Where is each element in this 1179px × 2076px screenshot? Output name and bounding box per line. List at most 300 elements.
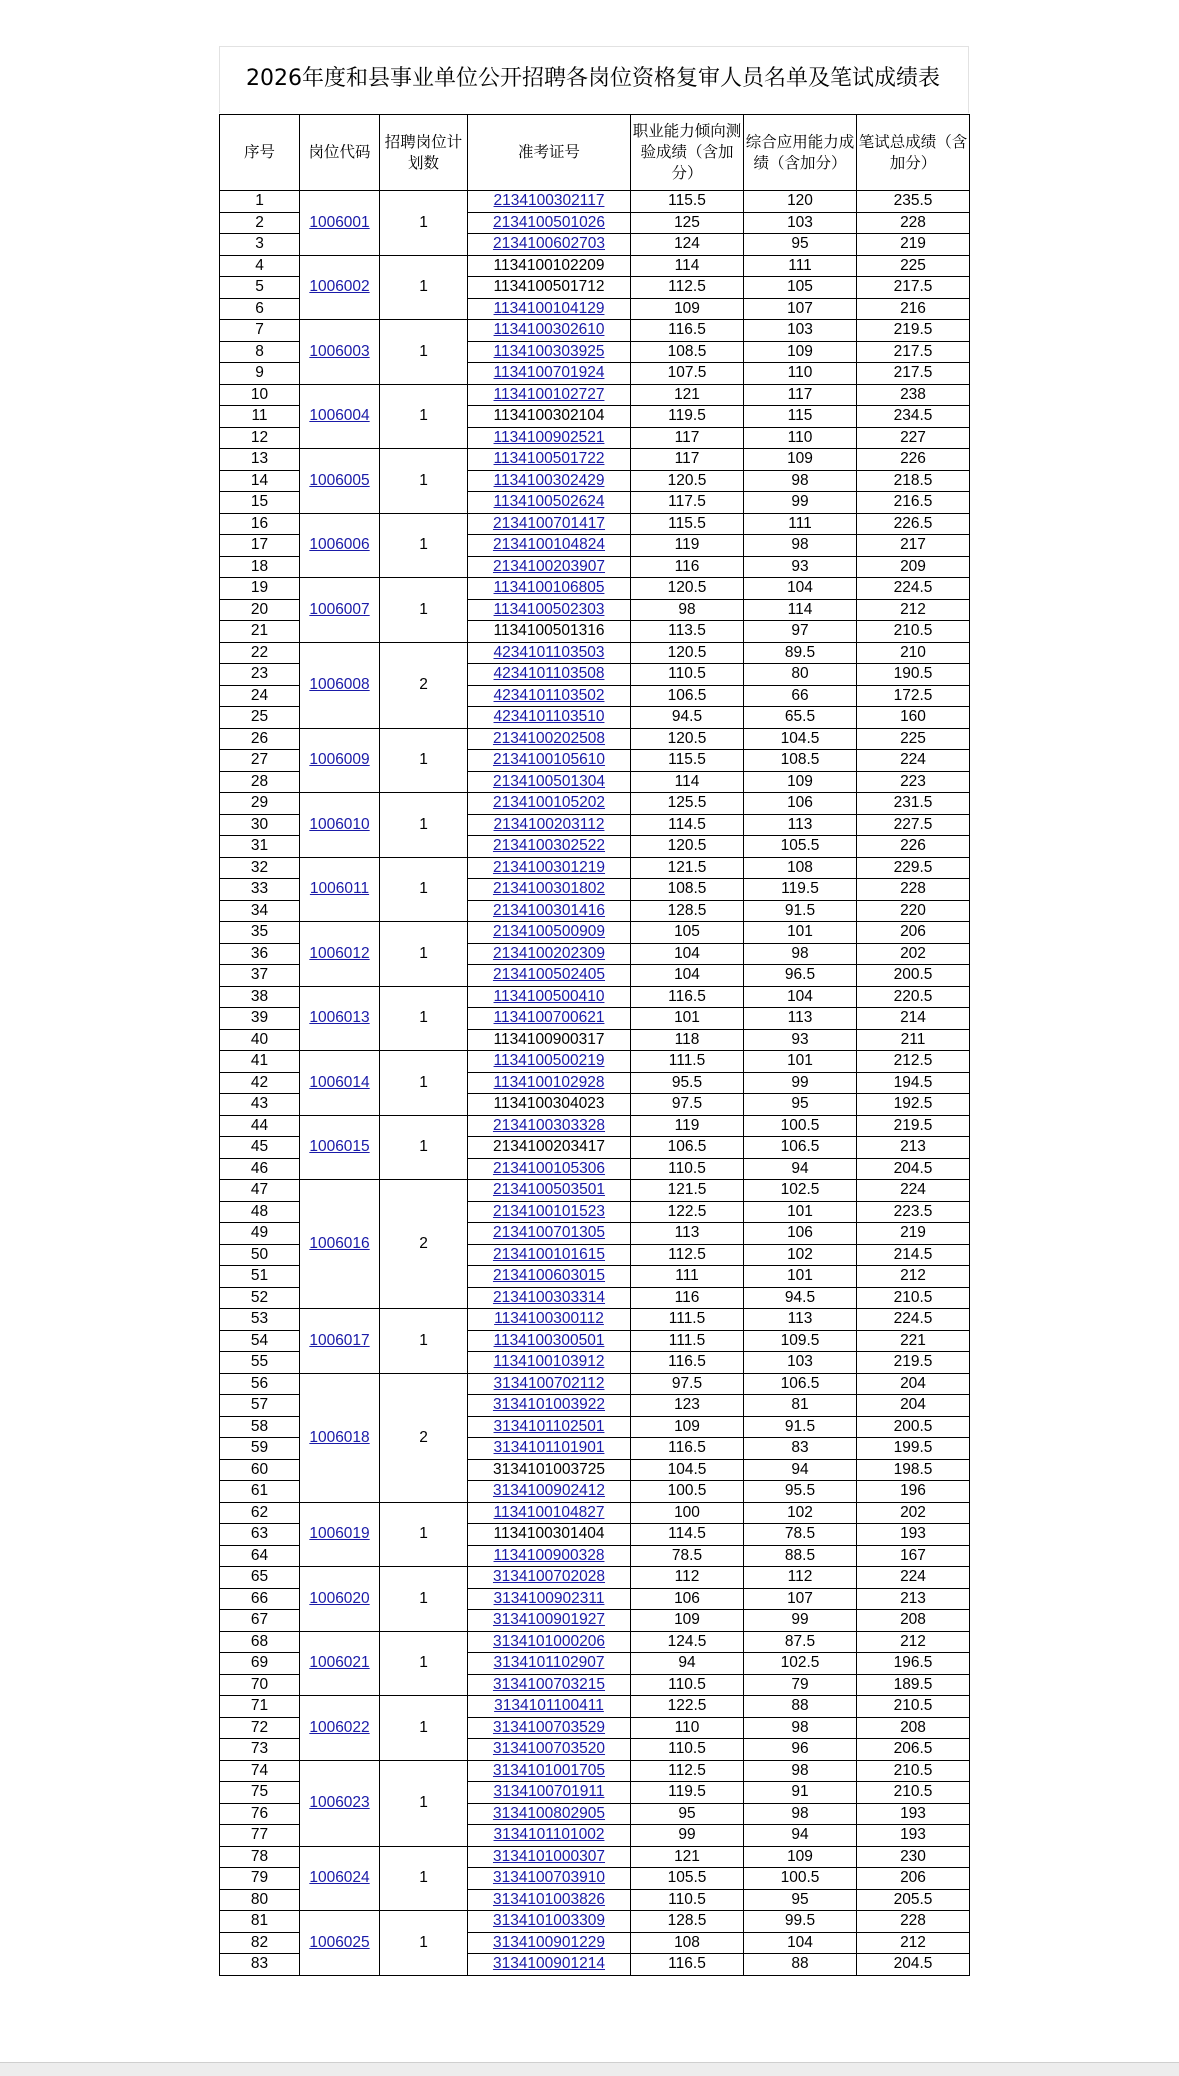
exam-id-cell <box>468 1567 631 1589</box>
exam-id-cell <box>468 1330 631 1352</box>
header-exam-id: 准考证号 <box>468 115 631 191</box>
total-score-cell: 229.5 <box>857 857 970 879</box>
exam-id-link[interactable]: 3134101003826 <box>492 1890 606 1908</box>
exam-id-cell <box>468 1502 631 1524</box>
applied-score-cell: 106.5 <box>744 1137 857 1159</box>
exam-id-link[interactable]: 3134100701911 <box>493 1783 605 1801</box>
exam-id-link[interactable]: 2134100202508 <box>492 729 606 747</box>
aptitude-score-cell: 121.5 <box>631 857 744 879</box>
aptitude-score-cell: 97.5 <box>631 1373 744 1395</box>
applied-score-cell: 104 <box>744 986 857 1008</box>
exam-id-cell <box>468 1201 631 1223</box>
table-row <box>220 449 970 471</box>
seq-cell: 4 <box>220 255 300 277</box>
applied-score-cell: 111 <box>744 255 857 277</box>
position-code-cell <box>300 1502 380 1567</box>
exam-id-link[interactable]: 2134100501304 <box>492 772 606 790</box>
seq-cell: 13 <box>220 449 300 471</box>
aptitude-score-cell: 119.5 <box>631 406 744 428</box>
aptitude-score-cell: 112.5 <box>631 277 744 299</box>
seq-cell: 8 <box>220 341 300 363</box>
applied-score-cell: 78.5 <box>744 1524 857 1546</box>
exam-id-link[interactable]: 2134100303314 <box>492 1288 606 1306</box>
applied-score-cell: 106 <box>744 1223 857 1245</box>
applied-score-cell: 94 <box>744 1158 857 1180</box>
exam-id-link[interactable]: 3134100901229 <box>492 1933 606 1951</box>
exam-id-link[interactable]: 2134100101523 <box>492 1202 606 1220</box>
seq-cell: 27 <box>220 750 300 772</box>
position-code-cell <box>300 191 380 256</box>
position-code-link[interactable]: 1006008 <box>309 676 370 693</box>
seq-cell: 26 <box>220 728 300 750</box>
exam-id-link[interactable]: 2134100104824 <box>492 536 606 554</box>
total-score-cell: 205.5 <box>857 1889 970 1911</box>
seq-cell: 57 <box>220 1395 300 1417</box>
exam-id-link[interactable]: 3134100703520 <box>492 1740 606 1758</box>
seq-cell: 34 <box>220 900 300 922</box>
exam-id-link[interactable]: 3134100802905 <box>492 1804 606 1822</box>
exam-id-link[interactable]: 3134101003922 <box>492 1396 606 1414</box>
position-code-cell <box>300 642 380 728</box>
exam-id-cell <box>468 1524 631 1546</box>
exam-id-link[interactable]: 3134101102907 <box>493 1654 605 1672</box>
applied-score-cell: 109 <box>744 341 857 363</box>
applied-score-cell: 109 <box>744 449 857 471</box>
exam-id-cell <box>468 1868 631 1890</box>
position-code-cell <box>300 793 380 858</box>
exam-id-link[interactable]: 2134100105306 <box>492 1159 606 1177</box>
applied-score-cell: 101 <box>744 1201 857 1223</box>
exam-id-link[interactable]: 1134100102727 <box>493 385 605 403</box>
aptitude-score-cell: 108 <box>631 1932 744 1954</box>
plan-count-cell: 1 <box>380 1115 468 1180</box>
score-table <box>219 114 970 1976</box>
exam-id-cell <box>468 1051 631 1073</box>
aptitude-score-cell: 110.5 <box>631 1889 744 1911</box>
total-score-cell: 214 <box>857 1008 970 1030</box>
exam-id-cell <box>468 664 631 686</box>
plan-count-cell: 1 <box>380 986 468 1051</box>
total-score-cell: 235.5 <box>857 191 970 213</box>
aptitude-score-cell: 106.5 <box>631 685 744 707</box>
table-row <box>220 1696 970 1718</box>
exam-id-cell <box>468 943 631 965</box>
total-score-cell: 217.5 <box>857 341 970 363</box>
exam-id-cell <box>468 965 631 987</box>
aptitude-score-cell: 116.5 <box>631 986 744 1008</box>
exam-id-link[interactable]: 1134100103912 <box>493 1353 605 1371</box>
position-code-link[interactable]: 1006020 <box>309 1589 370 1607</box>
exam-id-cell <box>468 857 631 879</box>
total-score-cell: 194.5 <box>857 1072 970 1094</box>
seq-cell: 61 <box>220 1481 300 1503</box>
header-aptitude-score: 职业能力倾向测验成绩（含加分） <box>631 115 744 191</box>
exam-id-link[interactable]: 1134100502303 <box>493 600 605 618</box>
exam-id-link[interactable]: 1134100500410 <box>493 987 605 1005</box>
exam-id-link[interactable]: 1134100303925 <box>493 342 605 360</box>
exam-id-link[interactable]: 2134100500909 <box>492 923 606 941</box>
aptitude-score-cell: 124.5 <box>631 1631 744 1653</box>
exam-id-cell <box>468 212 631 234</box>
exam-id-link[interactable]: 3134100702028 <box>492 1568 606 1586</box>
seq-cell: 78 <box>220 1846 300 1868</box>
seq-cell: 52 <box>220 1287 300 1309</box>
table-row <box>220 1911 970 1933</box>
exam-id-cell <box>468 1137 631 1159</box>
exam-id-text: 1134100501712 <box>493 278 605 296</box>
exam-id-cell <box>468 1803 631 1825</box>
total-score-cell: 204 <box>857 1395 970 1417</box>
aptitude-score-cell: 120.5 <box>631 642 744 664</box>
exam-id-link[interactable]: 2134100202309 <box>492 944 606 962</box>
total-score-cell: 220.5 <box>857 986 970 1008</box>
seq-cell: 59 <box>220 1438 300 1460</box>
applied-score-cell: 100.5 <box>744 1868 857 1890</box>
applied-score-cell: 98 <box>744 943 857 965</box>
seq-cell: 58 <box>220 1416 300 1438</box>
seq-cell: 5 <box>220 277 300 299</box>
total-score-cell: 196.5 <box>857 1653 970 1675</box>
total-score-cell: 212 <box>857 599 970 621</box>
position-code-link[interactable]: 1006017 <box>309 1331 370 1349</box>
aptitude-score-cell: 104 <box>631 943 744 965</box>
exam-id-link[interactable]: 1134100104827 <box>493 1503 605 1521</box>
exam-id-link[interactable]: 2134100105202 <box>492 794 606 812</box>
table-row <box>220 1373 970 1395</box>
seq-cell: 77 <box>220 1825 300 1847</box>
applied-score-cell: 96 <box>744 1739 857 1761</box>
exam-id-link[interactable]: 3134100902311 <box>493 1589 605 1607</box>
position-code-link[interactable]: 1006012 <box>309 944 370 962</box>
position-code-link[interactable]: 1006009 <box>309 751 370 769</box>
seq-cell: 7 <box>220 320 300 342</box>
exam-id-cell <box>468 1309 631 1331</box>
applied-score-cell: 109.5 <box>744 1330 857 1352</box>
position-code-link[interactable]: 1006014 <box>309 1073 370 1091</box>
table-row <box>220 1846 970 1868</box>
aptitude-score-cell: 115.5 <box>631 513 744 535</box>
position-code-cell <box>300 728 380 793</box>
table-row <box>220 1760 970 1782</box>
exam-id-link[interactable]: 3134101003309 <box>492 1912 606 1930</box>
aptitude-score-cell: 121 <box>631 1846 744 1868</box>
exam-id-link[interactable]: 2134100302522 <box>492 837 606 855</box>
exam-id-link[interactable]: 1134100302610 <box>493 321 605 339</box>
exam-id-cell <box>468 1911 631 1933</box>
position-code-link[interactable]: 1006010 <box>309 815 370 833</box>
total-score-cell: 212 <box>857 1266 970 1288</box>
aptitude-score-cell: 95 <box>631 1803 744 1825</box>
exam-id-link[interactable]: 3134100703910 <box>492 1869 606 1887</box>
total-score-cell: 206.5 <box>857 1739 970 1761</box>
total-score-cell: 219 <box>857 234 970 256</box>
position-code-link[interactable]: 1006021 <box>309 1654 370 1672</box>
exam-id-link[interactable]: 2134100302117 <box>493 192 605 210</box>
position-code-cell <box>300 986 380 1051</box>
applied-score-cell: 110 <box>744 427 857 449</box>
exam-id-link[interactable]: 2134100301802 <box>492 880 606 898</box>
seq-cell: 16 <box>220 513 300 535</box>
seq-cell: 66 <box>220 1588 300 1610</box>
exam-id-cell <box>468 363 631 385</box>
table-row <box>220 578 970 600</box>
exam-id-link[interactable]: 1134100502624 <box>493 493 605 511</box>
exam-id-cell <box>468 1588 631 1610</box>
aptitude-score-cell: 113.5 <box>631 621 744 643</box>
total-score-cell: 224 <box>857 750 970 772</box>
exam-id-cell <box>468 707 631 729</box>
exam-id-link[interactable]: 1134100300501 <box>493 1331 605 1349</box>
aptitude-score-cell: 109 <box>631 298 744 320</box>
header-position-code: 岗位代码 <box>300 115 380 191</box>
aptitude-score-cell: 109 <box>631 1416 744 1438</box>
position-code-link[interactable]: 1006025 <box>309 1933 370 1951</box>
exam-id-link[interactable]: 1134100106805 <box>493 579 605 597</box>
total-score-cell: 224.5 <box>857 578 970 600</box>
exam-id-link[interactable]: 2134100603015 <box>492 1267 606 1285</box>
exam-id-link[interactable]: 1134100701924 <box>493 364 605 382</box>
position-code-link[interactable]: 1006022 <box>309 1718 370 1736</box>
exam-id-link[interactable]: 4234101103510 <box>493 708 605 726</box>
exam-id-link[interactable]: 2134100301416 <box>492 901 606 919</box>
exam-id-cell <box>468 1115 631 1137</box>
position-code-cell <box>300 578 380 643</box>
aptitude-score-cell: 106 <box>631 1588 744 1610</box>
total-score-cell: 167 <box>857 1545 970 1567</box>
table-row <box>220 986 970 1008</box>
aptitude-score-cell: 94 <box>631 1653 744 1675</box>
exam-id-link[interactable]: 2134100203112 <box>493 815 605 833</box>
exam-id-link[interactable]: 3134101101901 <box>493 1439 605 1457</box>
position-code-link[interactable]: 1006005 <box>309 471 370 489</box>
applied-score-cell: 117 <box>744 384 857 406</box>
table-row <box>220 922 970 944</box>
exam-id-link[interactable]: 2134100701305 <box>492 1224 606 1242</box>
applied-score-cell: 97 <box>744 621 857 643</box>
exam-id-cell <box>468 449 631 471</box>
seq-cell: 79 <box>220 1868 300 1890</box>
exam-id-cell <box>468 1825 631 1847</box>
aptitude-score-cell: 116.5 <box>631 1352 744 1374</box>
exam-id-link[interactable]: 1134100900328 <box>493 1546 605 1564</box>
exam-id-link[interactable]: 1134100102928 <box>493 1073 605 1091</box>
applied-score-cell: 106.5 <box>744 1373 857 1395</box>
plan-count-cell: 2 <box>380 1373 468 1502</box>
exam-id-link[interactable]: 1134100700621 <box>493 1009 605 1027</box>
position-code-link[interactable]: 1006001 <box>309 213 370 231</box>
exam-id-cell <box>468 1610 631 1632</box>
applied-score-cell: 95 <box>744 1889 857 1911</box>
exam-id-link[interactable]: 3134101000206 <box>492 1632 606 1650</box>
total-score-cell: 204.5 <box>857 1158 970 1180</box>
position-code-link[interactable]: 1006013 <box>309 1009 370 1027</box>
exam-id-cell <box>468 900 631 922</box>
total-score-cell: 216 <box>857 298 970 320</box>
exam-id-link[interactable]: 1134100501722 <box>493 450 605 468</box>
exam-id-link[interactable]: 4234101103503 <box>493 643 605 661</box>
seq-cell: 30 <box>220 814 300 836</box>
seq-cell: 14 <box>220 470 300 492</box>
seq-cell: 25 <box>220 707 300 729</box>
exam-id-link[interactable]: 2134100602703 <box>492 235 606 253</box>
applied-score-cell: 111 <box>744 513 857 535</box>
exam-id-link[interactable]: 2134100203907 <box>492 557 606 575</box>
exam-id-link[interactable]: 2134100502405 <box>492 966 606 984</box>
position-code-cell <box>300 513 380 578</box>
total-score-cell: 221 <box>857 1330 970 1352</box>
exam-id-link[interactable]: 2134100501026 <box>492 213 606 231</box>
exam-id-cell <box>468 793 631 815</box>
position-code-link[interactable]: 1006006 <box>309 536 370 554</box>
seq-cell: 17 <box>220 535 300 557</box>
position-code-link[interactable]: 1006024 <box>309 1869 370 1887</box>
exam-id-link[interactable]: 1134100104129 <box>493 299 605 317</box>
plan-count-cell: 1 <box>380 1631 468 1696</box>
exam-id-cell <box>468 922 631 944</box>
exam-id-link[interactable]: 3134101001705 <box>492 1761 606 1779</box>
exam-id-link[interactable]: 1134100300112 <box>494 1310 604 1328</box>
plan-count-cell: 1 <box>380 384 468 449</box>
exam-id-link[interactable]: 2134100101615 <box>492 1245 606 1263</box>
position-code-link[interactable]: 1006007 <box>309 600 370 618</box>
exam-id-text: 2134100203417 <box>492 1138 606 1156</box>
exam-id-link[interactable]: 3134100702112 <box>493 1374 605 1392</box>
total-score-cell: 224.5 <box>857 1309 970 1331</box>
exam-id-link[interactable]: 4234101103502 <box>493 686 605 704</box>
aptitude-score-cell: 125 <box>631 212 744 234</box>
total-score-cell: 210 <box>857 642 970 664</box>
aptitude-score-cell: 121.5 <box>631 1180 744 1202</box>
exam-id-link[interactable]: 2134100503501 <box>492 1181 606 1199</box>
total-score-cell: 214.5 <box>857 1244 970 1266</box>
seq-cell: 76 <box>220 1803 300 1825</box>
total-score-cell: 223 <box>857 771 970 793</box>
applied-score-cell: 107 <box>744 298 857 320</box>
exam-id-link[interactable]: 3134101100411 <box>494 1697 604 1715</box>
total-score-cell: 196 <box>857 1481 970 1503</box>
seq-cell: 35 <box>220 922 300 944</box>
seq-cell: 45 <box>220 1137 300 1159</box>
exam-id-link[interactable]: 3134100902412 <box>492 1482 606 1500</box>
table-row <box>220 513 970 535</box>
position-code-link[interactable]: 1006004 <box>309 407 370 425</box>
exam-id-link[interactable]: 1134100302429 <box>493 471 605 489</box>
aptitude-score-cell: 111.5 <box>631 1309 744 1331</box>
exam-id-text: 1134100102209 <box>493 256 605 274</box>
position-code-link[interactable]: 1006002 <box>309 278 370 296</box>
applied-score-cell: 106 <box>744 793 857 815</box>
position-code-link[interactable]: 1006023 <box>309 1794 370 1811</box>
seq-cell: 42 <box>220 1072 300 1094</box>
exam-id-link[interactable]: 4234101103508 <box>493 665 605 683</box>
position-code-link[interactable]: 1006003 <box>309 342 370 360</box>
plan-count-cell: 1 <box>380 513 468 578</box>
exam-id-link[interactable]: 2134100701417 <box>492 514 606 532</box>
exam-id-link[interactable]: 3134100901927 <box>492 1611 606 1629</box>
exam-id-text: 1134100501316 <box>493 622 605 640</box>
aptitude-score-cell: 120.5 <box>631 578 744 600</box>
plan-count-cell: 1 <box>380 191 468 256</box>
applied-score-cell: 98 <box>744 1803 857 1825</box>
total-score-cell: 211 <box>857 1029 970 1051</box>
total-score-cell: 204.5 <box>857 1954 970 1976</box>
exam-id-link[interactable]: 3134101000307 <box>492 1847 606 1865</box>
applied-score-cell: 65.5 <box>744 707 857 729</box>
applied-score-cell: 79 <box>744 1674 857 1696</box>
aptitude-score-cell: 104 <box>631 965 744 987</box>
total-score-cell: 209 <box>857 556 970 578</box>
exam-id-link[interactable]: 3134101101002 <box>493 1826 605 1844</box>
exam-id-cell <box>468 1717 631 1739</box>
exam-id-cell <box>468 1373 631 1395</box>
exam-id-cell <box>468 535 631 557</box>
position-code-link[interactable]: 1006016 <box>309 1235 370 1252</box>
seq-cell: 20 <box>220 599 300 621</box>
exam-id-link[interactable]: 2134100303328 <box>492 1116 606 1134</box>
position-code-cell <box>300 1309 380 1374</box>
applied-score-cell: 104.5 <box>744 728 857 750</box>
plan-count-cell: 1 <box>380 255 468 320</box>
exam-id-link[interactable]: 3134100901214 <box>492 1955 606 1973</box>
aptitude-score-cell: 111 <box>631 1266 744 1288</box>
exam-id-cell <box>468 406 631 428</box>
total-score-cell: 230 <box>857 1846 970 1868</box>
total-score-cell: 219.5 <box>857 1352 970 1374</box>
seq-cell: 81 <box>220 1911 300 1933</box>
seq-cell: 65 <box>220 1567 300 1589</box>
exam-id-link[interactable]: 2134100301219 <box>492 858 606 876</box>
exam-id-link[interactable]: 3134100703529 <box>492 1718 606 1736</box>
total-score-cell: 223.5 <box>857 1201 970 1223</box>
exam-id-cell <box>468 1954 631 1976</box>
aptitude-score-cell: 105 <box>631 922 744 944</box>
seq-cell: 74 <box>220 1760 300 1782</box>
exam-id-link[interactable]: 3134101102501 <box>493 1417 605 1435</box>
exam-id-cell <box>468 255 631 277</box>
exam-id-cell <box>468 513 631 535</box>
position-code-link[interactable]: 1006011 <box>309 880 370 898</box>
total-score-cell: 219.5 <box>857 1115 970 1137</box>
total-score-cell: 224 <box>857 1567 970 1589</box>
aptitude-score-cell: 108.5 <box>631 879 744 901</box>
applied-score-cell: 96.5 <box>744 965 857 987</box>
position-code-link[interactable]: 1006018 <box>309 1428 370 1446</box>
applied-score-cell: 91.5 <box>744 1416 857 1438</box>
aptitude-score-cell: 117 <box>631 449 744 471</box>
total-score-cell: 213 <box>857 1588 970 1610</box>
applied-score-cell: 93 <box>744 1029 857 1051</box>
total-score-cell: 219.5 <box>857 320 970 342</box>
applied-score-cell: 94.5 <box>744 1287 857 1309</box>
total-score-cell: 210.5 <box>857 1782 970 1804</box>
position-code-link[interactable]: 1006015 <box>309 1138 370 1156</box>
seq-cell: 70 <box>220 1674 300 1696</box>
position-code-link[interactable]: 1006019 <box>309 1525 370 1543</box>
exam-id-link[interactable]: 1134100902521 <box>493 428 605 446</box>
position-code-cell <box>300 449 380 514</box>
total-score-cell: 198.5 <box>857 1459 970 1481</box>
applied-score-cell: 109 <box>744 771 857 793</box>
seq-cell: 21 <box>220 621 300 643</box>
applied-score-cell: 98 <box>744 1760 857 1782</box>
header-row <box>220 115 970 191</box>
plan-count-cell: 1 <box>380 793 468 858</box>
seq-cell: 47 <box>220 1180 300 1202</box>
plan-count-cell: 2 <box>380 1180 468 1309</box>
exam-id-link[interactable]: 1134100500219 <box>493 1052 605 1070</box>
exam-id-link[interactable]: 3134100703215 <box>492 1675 606 1693</box>
exam-id-link[interactable]: 2134100105610 <box>492 751 606 769</box>
